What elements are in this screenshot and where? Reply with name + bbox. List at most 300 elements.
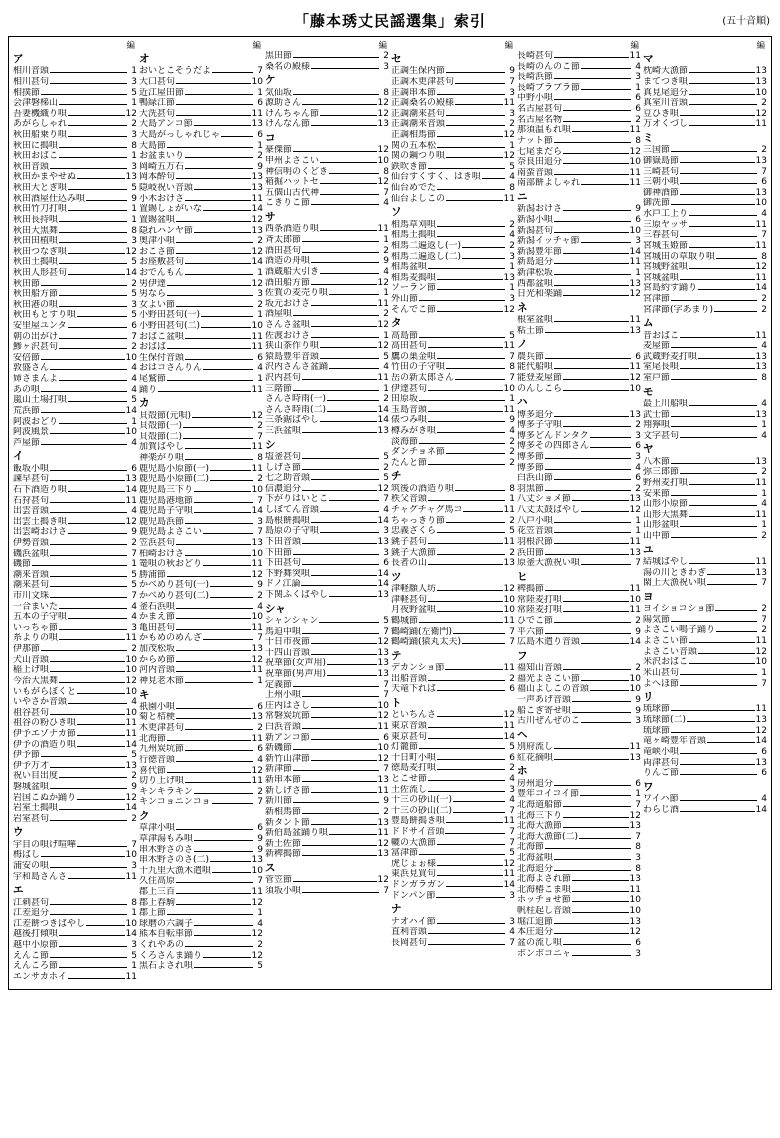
index-entry[interactable]: [643, 188, 767, 199]
index-entry[interactable]: [517, 326, 641, 337]
index-entry[interactable]: [643, 352, 767, 363]
index-entry[interactable]: [139, 119, 263, 130]
index-entry[interactable]: [391, 494, 515, 505]
index-entry[interactable]: [643, 520, 767, 531]
index-entry[interactable]: [139, 88, 263, 99]
index-entry[interactable]: [643, 668, 767, 679]
index-entry[interactable]: [517, 874, 641, 885]
index-entry[interactable]: [643, 373, 767, 384]
index-entry[interactable]: [517, 637, 641, 648]
index-entry[interactable]: [13, 374, 137, 385]
index-entry[interactable]: [139, 527, 263, 538]
index-entry[interactable]: [517, 362, 641, 373]
index-entry[interactable]: [139, 549, 263, 560]
index-entry[interactable]: [643, 88, 767, 99]
index-entry[interactable]: [517, 178, 641, 189]
index-entry[interactable]: [139, 644, 263, 655]
index-entry[interactable]: [265, 484, 389, 495]
index-entry[interactable]: [391, 816, 515, 827]
index-entry[interactable]: [643, 531, 767, 542]
index-entry[interactable]: [643, 294, 767, 305]
index-entry[interactable]: [265, 701, 389, 712]
index-entry[interactable]: [517, 516, 641, 527]
index-entry[interactable]: [139, 676, 263, 687]
index-entry[interactable]: [517, 204, 641, 215]
index-entry[interactable]: [265, 156, 389, 167]
index-entry[interactable]: [517, 168, 641, 179]
index-entry[interactable]: [265, 267, 389, 278]
index-entry[interactable]: [265, 526, 389, 537]
index-entry[interactable]: [391, 305, 515, 316]
index-entry[interactable]: [517, 832, 641, 843]
index-entry[interactable]: [265, 807, 389, 818]
index-entry[interactable]: [265, 648, 389, 659]
index-entry[interactable]: [13, 98, 137, 109]
index-entry[interactable]: [517, 927, 641, 938]
index-entry[interactable]: [391, 352, 515, 363]
index-entry[interactable]: [391, 806, 515, 817]
index-entry[interactable]: [13, 740, 137, 751]
index-entry[interactable]: [517, 821, 641, 832]
index-entry[interactable]: [391, 484, 515, 495]
index-entry[interactable]: [265, 616, 389, 627]
index-entry[interactable]: [391, 88, 515, 99]
index-entry[interactable]: [643, 726, 767, 737]
index-entry[interactable]: [517, 289, 641, 300]
index-entry[interactable]: [139, 655, 263, 666]
index-entry[interactable]: [391, 869, 515, 880]
index-entry[interactable]: [139, 940, 263, 951]
index-entry[interactable]: [391, 437, 515, 448]
index-entry[interactable]: [13, 951, 137, 962]
index-entry[interactable]: [391, 774, 515, 785]
index-entry[interactable]: [391, 663, 515, 674]
index-entry[interactable]: [391, 109, 515, 120]
index-entry[interactable]: [643, 467, 767, 478]
index-entry[interactable]: [13, 194, 137, 205]
index-entry[interactable]: [139, 559, 263, 570]
index-entry[interactable]: [139, 151, 263, 162]
index-entry[interactable]: [13, 676, 137, 687]
index-entry[interactable]: [517, 104, 641, 115]
index-entry[interactable]: [139, 77, 263, 88]
index-entry[interactable]: [391, 595, 515, 606]
index-entry[interactable]: [265, 463, 389, 474]
index-entry[interactable]: [517, 779, 641, 790]
index-entry[interactable]: [265, 109, 389, 120]
index-entry[interactable]: [13, 527, 137, 538]
index-entry[interactable]: [139, 506, 263, 517]
index-entry[interactable]: [643, 156, 767, 167]
index-entry[interactable]: [265, 352, 389, 363]
index-entry[interactable]: [13, 236, 137, 247]
index-entry[interactable]: [391, 684, 515, 695]
index-entry[interactable]: [139, 289, 263, 300]
index-entry[interactable]: [139, 591, 263, 602]
index-entry[interactable]: [139, 204, 263, 215]
index-entry[interactable]: [139, 215, 263, 226]
index-entry[interactable]: [265, 849, 389, 860]
index-entry[interactable]: [13, 77, 137, 88]
index-entry[interactable]: [643, 704, 767, 715]
index-entry[interactable]: [139, 130, 263, 141]
index-entry[interactable]: [643, 262, 767, 273]
index-entry[interactable]: [391, 891, 515, 902]
index-entry[interactable]: [139, 602, 263, 613]
index-entry[interactable]: [13, 517, 137, 528]
index-entry[interactable]: [517, 895, 641, 906]
index-entry[interactable]: [13, 872, 137, 883]
index-entry[interactable]: [265, 886, 389, 897]
index-entry[interactable]: [13, 782, 137, 793]
index-entry[interactable]: [13, 908, 137, 919]
index-entry[interactable]: [643, 557, 767, 568]
index-entry[interactable]: [265, 754, 389, 765]
index-entry[interactable]: [643, 305, 767, 316]
index-entry[interactable]: [391, 558, 515, 569]
index-entry[interactable]: [13, 919, 137, 930]
index-entry[interactable]: [391, 785, 515, 796]
index-entry[interactable]: [391, 721, 515, 732]
index-entry[interactable]: [139, 734, 263, 745]
index-entry[interactable]: [391, 732, 515, 743]
index-entry[interactable]: [265, 452, 389, 463]
index-entry[interactable]: [517, 157, 641, 168]
index-entry[interactable]: [643, 747, 767, 758]
index-entry[interactable]: [139, 172, 263, 183]
index-entry[interactable]: [139, 496, 263, 507]
index-entry[interactable]: [391, 616, 515, 627]
index-entry[interactable]: [13, 861, 137, 872]
index-entry[interactable]: [13, 406, 137, 417]
index-entry[interactable]: [391, 283, 515, 294]
index-entry[interactable]: [13, 750, 137, 761]
index-entry[interactable]: [391, 753, 515, 764]
index-entry[interactable]: [517, 215, 641, 226]
index-entry[interactable]: [517, 93, 641, 104]
index-entry[interactable]: [265, 177, 389, 188]
index-entry[interactable]: [139, 855, 263, 866]
index-entry[interactable]: [517, 663, 641, 674]
index-entry[interactable]: [265, 722, 389, 733]
index-entry[interactable]: [643, 331, 767, 342]
index-entry[interactable]: [517, 484, 641, 495]
index-entry[interactable]: [139, 310, 263, 321]
index-entry[interactable]: [265, 341, 389, 352]
index-entry[interactable]: [13, 485, 137, 496]
index-entry[interactable]: [265, 875, 389, 886]
index-entry[interactable]: [139, 633, 263, 644]
index-entry[interactable]: [265, 98, 389, 109]
index-entry[interactable]: [265, 362, 389, 373]
index-entry[interactable]: [139, 257, 263, 268]
index-entry[interactable]: [139, 300, 263, 311]
index-entry[interactable]: [139, 363, 263, 374]
index-entry[interactable]: [391, 77, 515, 88]
index-entry[interactable]: [139, 612, 263, 623]
index-entry[interactable]: [13, 718, 137, 729]
index-entry[interactable]: [391, 262, 515, 273]
index-entry[interactable]: [391, 627, 515, 638]
index-entry[interactable]: [391, 742, 515, 753]
index-entry[interactable]: [643, 499, 767, 510]
index-entry[interactable]: [517, 674, 641, 685]
index-entry[interactable]: [13, 570, 137, 581]
index-entry[interactable]: [265, 198, 389, 209]
index-entry[interactable]: [265, 288, 389, 299]
index-entry[interactable]: [139, 517, 263, 528]
index-entry[interactable]: [13, 172, 137, 183]
index-entry[interactable]: [13, 803, 137, 814]
index-entry[interactable]: [13, 793, 137, 804]
index-entry[interactable]: [265, 775, 389, 786]
index-entry[interactable]: [517, 51, 641, 62]
index-entry[interactable]: [391, 516, 515, 527]
index-entry[interactable]: [13, 580, 137, 591]
index-entry[interactable]: [643, 410, 767, 421]
index-entry[interactable]: [517, 537, 641, 548]
index-entry[interactable]: [13, 972, 137, 983]
index-entry[interactable]: [13, 257, 137, 268]
index-entry[interactable]: [391, 637, 515, 648]
index-entry[interactable]: [517, 584, 641, 595]
index-entry[interactable]: [643, 362, 767, 373]
index-entry[interactable]: [139, 823, 263, 834]
index-entry[interactable]: [13, 549, 137, 560]
index-entry[interactable]: [391, 362, 515, 373]
index-entry[interactable]: [265, 680, 389, 691]
index-entry[interactable]: [517, 384, 641, 395]
index-entry[interactable]: [391, 252, 515, 263]
index-entry[interactable]: [13, 665, 137, 676]
index-entry[interactable]: [517, 716, 641, 727]
index-entry[interactable]: [391, 548, 515, 559]
index-entry[interactable]: [643, 679, 767, 690]
index-entry[interactable]: [391, 141, 515, 152]
index-entry[interactable]: [13, 268, 137, 279]
index-entry[interactable]: [265, 426, 389, 437]
index-entry[interactable]: [517, 548, 641, 559]
index-entry[interactable]: [517, 753, 641, 764]
index-entry[interactable]: [391, 927, 515, 938]
index-entry[interactable]: [139, 332, 263, 343]
index-entry[interactable]: [517, 526, 641, 537]
index-entry[interactable]: [391, 426, 515, 437]
index-entry[interactable]: [391, 130, 515, 141]
index-entry[interactable]: [139, 570, 263, 581]
index-entry[interactable]: [139, 474, 263, 485]
index-entry[interactable]: [517, 315, 641, 326]
index-entry[interactable]: [517, 616, 641, 627]
index-entry[interactable]: [265, 828, 389, 839]
index-entry[interactable]: [139, 464, 263, 475]
index-entry[interactable]: [13, 353, 137, 364]
index-entry[interactable]: [517, 72, 641, 83]
index-entry[interactable]: [517, 742, 641, 753]
index-entry[interactable]: [391, 763, 515, 774]
index-entry[interactable]: [13, 506, 137, 517]
index-entry[interactable]: [517, 268, 641, 279]
index-entry[interactable]: [265, 473, 389, 484]
index-entry[interactable]: [265, 88, 389, 99]
index-entry[interactable]: [517, 811, 641, 822]
index-entry[interactable]: [391, 230, 515, 241]
index-entry[interactable]: [391, 537, 515, 548]
index-entry[interactable]: [391, 710, 515, 721]
index-entry[interactable]: [265, 299, 389, 310]
index-entry[interactable]: [517, 247, 641, 258]
index-entry[interactable]: [265, 405, 389, 416]
index-entry[interactable]: [13, 204, 137, 215]
index-entry[interactable]: [13, 559, 137, 570]
index-entry[interactable]: [13, 591, 137, 602]
index-entry[interactable]: [139, 887, 263, 898]
index-entry[interactable]: [265, 246, 389, 257]
index-entry[interactable]: [13, 279, 137, 290]
index-entry[interactable]: [139, 485, 263, 496]
index-entry[interactable]: [517, 62, 641, 73]
index-entry[interactable]: [13, 183, 137, 194]
index-entry[interactable]: [13, 130, 137, 141]
index-entry[interactable]: [139, 236, 263, 247]
index-entry[interactable]: [13, 898, 137, 909]
index-entry[interactable]: [391, 194, 515, 205]
index-entry[interactable]: [391, 341, 515, 352]
index-entry[interactable]: [265, 235, 389, 246]
index-entry[interactable]: [139, 141, 263, 152]
index-entry[interactable]: [643, 615, 767, 626]
index-entry[interactable]: [139, 321, 263, 332]
index-entry[interactable]: [265, 818, 389, 829]
index-entry[interactable]: [643, 98, 767, 109]
index-entry[interactable]: [13, 633, 137, 644]
index-entry[interactable]: [265, 224, 389, 235]
index-entry[interactable]: [139, 776, 263, 787]
index-entry[interactable]: [265, 494, 389, 505]
index-entry[interactable]: [391, 938, 515, 949]
index-entry[interactable]: [643, 209, 767, 220]
index-entry[interactable]: [643, 736, 767, 747]
index-entry[interactable]: [13, 119, 137, 130]
index-entry[interactable]: [643, 77, 767, 88]
index-entry[interactable]: [517, 226, 641, 237]
index-entry[interactable]: [265, 62, 389, 73]
index-entry[interactable]: [391, 505, 515, 516]
index-entry[interactable]: [517, 125, 641, 136]
index-entry[interactable]: [265, 331, 389, 342]
index-entry[interactable]: [13, 151, 137, 162]
index-entry[interactable]: [517, 473, 641, 484]
index-entry[interactable]: [139, 66, 263, 77]
index-entry[interactable]: [265, 786, 389, 797]
index-entry[interactable]: [139, 411, 263, 422]
index-entry[interactable]: [139, 797, 263, 808]
index-entry[interactable]: [643, 283, 767, 294]
index-entry[interactable]: [517, 917, 641, 928]
index-entry[interactable]: [517, 431, 641, 442]
index-entry[interactable]: [517, 627, 641, 638]
index-entry[interactable]: [391, 241, 515, 252]
index-entry[interactable]: [265, 394, 389, 405]
index-entry[interactable]: [13, 623, 137, 634]
index-entry[interactable]: [643, 647, 767, 658]
index-entry[interactable]: [13, 395, 137, 406]
index-entry[interactable]: [139, 342, 263, 353]
index-entry[interactable]: [643, 758, 767, 769]
index-entry[interactable]: [13, 226, 137, 237]
index-entry[interactable]: [643, 510, 767, 521]
index-entry[interactable]: [13, 363, 137, 374]
index-entry[interactable]: [139, 453, 263, 464]
index-entry[interactable]: [391, 172, 515, 183]
index-entry[interactable]: [139, 929, 263, 940]
index-entry[interactable]: [265, 764, 389, 775]
index-entry[interactable]: [13, 729, 137, 740]
index-entry[interactable]: [13, 215, 137, 226]
index-entry[interactable]: [139, 385, 263, 396]
index-entry[interactable]: [265, 796, 389, 807]
index-entry[interactable]: [517, 695, 641, 706]
index-entry[interactable]: [139, 421, 263, 432]
index-entry[interactable]: [13, 66, 137, 77]
index-entry[interactable]: [13, 417, 137, 428]
index-entry[interactable]: [517, 906, 641, 917]
index-entry[interactable]: [643, 478, 767, 489]
index-entry[interactable]: [643, 220, 767, 231]
index-entry[interactable]: [517, 410, 641, 421]
index-entry[interactable]: [517, 505, 641, 516]
index-entry[interactable]: [643, 198, 767, 209]
index-entry[interactable]: [265, 627, 389, 638]
index-entry[interactable]: [517, 279, 641, 290]
index-entry[interactable]: [139, 268, 263, 279]
index-entry[interactable]: [265, 658, 389, 669]
index-entry[interactable]: [517, 236, 641, 247]
index-entry[interactable]: [139, 353, 263, 364]
index-entry[interactable]: [643, 341, 767, 352]
index-entry[interactable]: [643, 636, 767, 647]
index-entry[interactable]: [13, 929, 137, 940]
index-entry[interactable]: [139, 247, 263, 258]
index-entry[interactable]: [139, 712, 263, 723]
index-entry[interactable]: [139, 876, 263, 887]
index-entry[interactable]: [13, 940, 137, 951]
index-entry[interactable]: [517, 842, 641, 853]
index-entry[interactable]: [13, 840, 137, 851]
index-entry[interactable]: [13, 321, 137, 332]
index-entry[interactable]: [265, 711, 389, 722]
index-entry[interactable]: [391, 331, 515, 342]
index-entry[interactable]: [391, 384, 515, 395]
index-entry[interactable]: [13, 697, 137, 708]
index-entry[interactable]: [391, 526, 515, 537]
index-entry[interactable]: [517, 800, 641, 811]
index-entry[interactable]: [139, 162, 263, 173]
index-entry[interactable]: [517, 853, 641, 864]
index-entry[interactable]: [265, 669, 389, 680]
index-entry[interactable]: [391, 66, 515, 77]
index-entry[interactable]: [13, 961, 137, 972]
index-entry[interactable]: [265, 516, 389, 527]
index-entry[interactable]: [643, 457, 767, 468]
index-entry[interactable]: [391, 447, 515, 458]
index-entry[interactable]: [517, 864, 641, 875]
index-entry[interactable]: [643, 715, 767, 726]
index-entry[interactable]: [643, 230, 767, 241]
index-entry[interactable]: [139, 908, 263, 919]
index-entry[interactable]: [265, 145, 389, 156]
index-entry[interactable]: [391, 373, 515, 384]
